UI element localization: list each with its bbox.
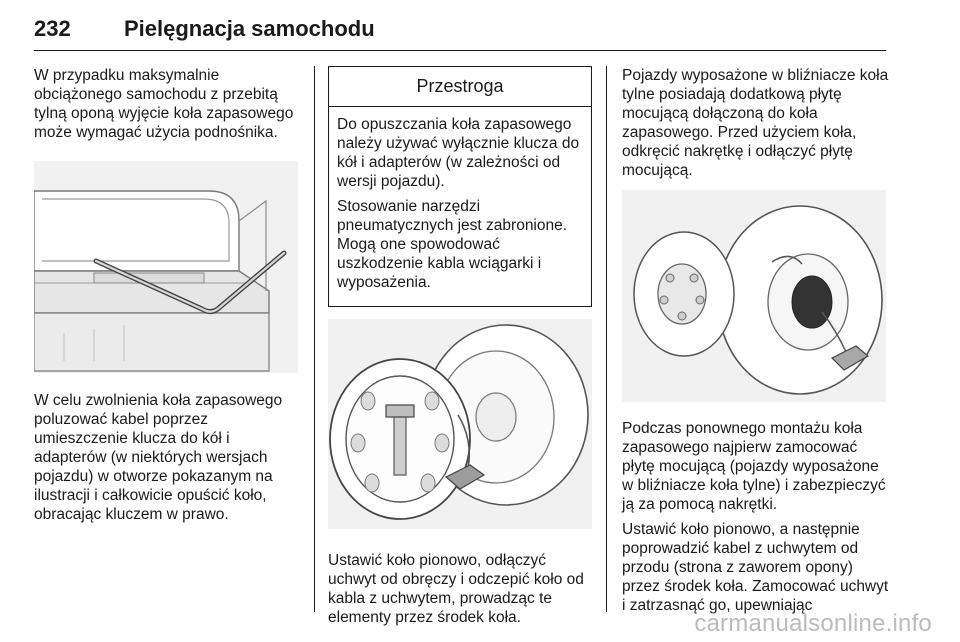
column-divider-1 [314,66,315,612]
spare-wheel-release-illustration [34,161,298,373]
page-number: 232 [34,16,71,41]
figure-spare-wheel-removal [328,319,592,529]
spare-wheel-removal-illustration [328,319,592,529]
paragraph: W celu zwolnienia koła zapasowego poluzować kabel poprzez umieszczenie klucza do kół i adapterów (w niektórych wersjach pojazdu) w otworze pokazanym na ilustracji i całkowicie opuścić koło, obracając kluczem w prawo. [34,392,283,523]
column-2 [328,66,592,627]
caution-box [328,66,592,307]
mounting-plate-illustration [622,190,886,402]
column-divider-2 [606,66,607,612]
section-title: Pielęgnacja samochodu [124,16,375,41]
caution-title: Przestroga [329,67,591,107]
paragraph: W przypadku maksymalnie obciążonego samochodu z przebitą tylną oponą wyjęcie koła zapasowego może wymagać użycia podnośnika. [34,67,294,141]
paragraph: Pojazdy wyposażone w bliźniacze koła tylne posiadają dodatkową płytę mocującą dołączoną do koła zapasowego. Przed użyciem koła, odkręcić nakrętkę i odłączyć płytę mocującą. [622,67,889,179]
watermark: carmanualsonline.info [694,610,932,637]
page-header [34,14,886,51]
paragraph: Ustawić koło pionowo, a następnie poprowadzić kabel z uchwytem od przodu (strona z zaworem opony) przez środek koła. Zamocować uchwyt i zatrzasnąć go, upewniając [622,521,889,614]
column-1 [34,66,300,524]
figure-spare-wheel-release [34,161,298,373]
figure-mounting-plate [622,190,886,402]
paragraph: Podczas ponownego montażu koła zapasowego najpierw zamocować płytę mocującą (pojazdy wyposażone w bliźniacze koła tylne) i zabezpieczyć ją za pomocą nakrętki. [622,420,886,513]
paragraph: Ustawić koło pionowo, odłączyć uchwyt od obręczy i odczepić koło od kabla z uchwytem, prowadząc te elementy przez środek koła. [328,552,584,626]
caution-paragraph: Stosowanie narzędzi pneumatycznych jest zabronione. Mogą one spowodować uszkodzenie kabla wciągarki i wyposażenia. [337,198,568,291]
caution-body [329,107,591,306]
column-3 [622,66,890,615]
caution-paragraph: Do opuszczania koła zapasowego należy używać wyłącznie klucza do kół i adapterów (w zależności od wersji pojazdu). [337,116,580,190]
